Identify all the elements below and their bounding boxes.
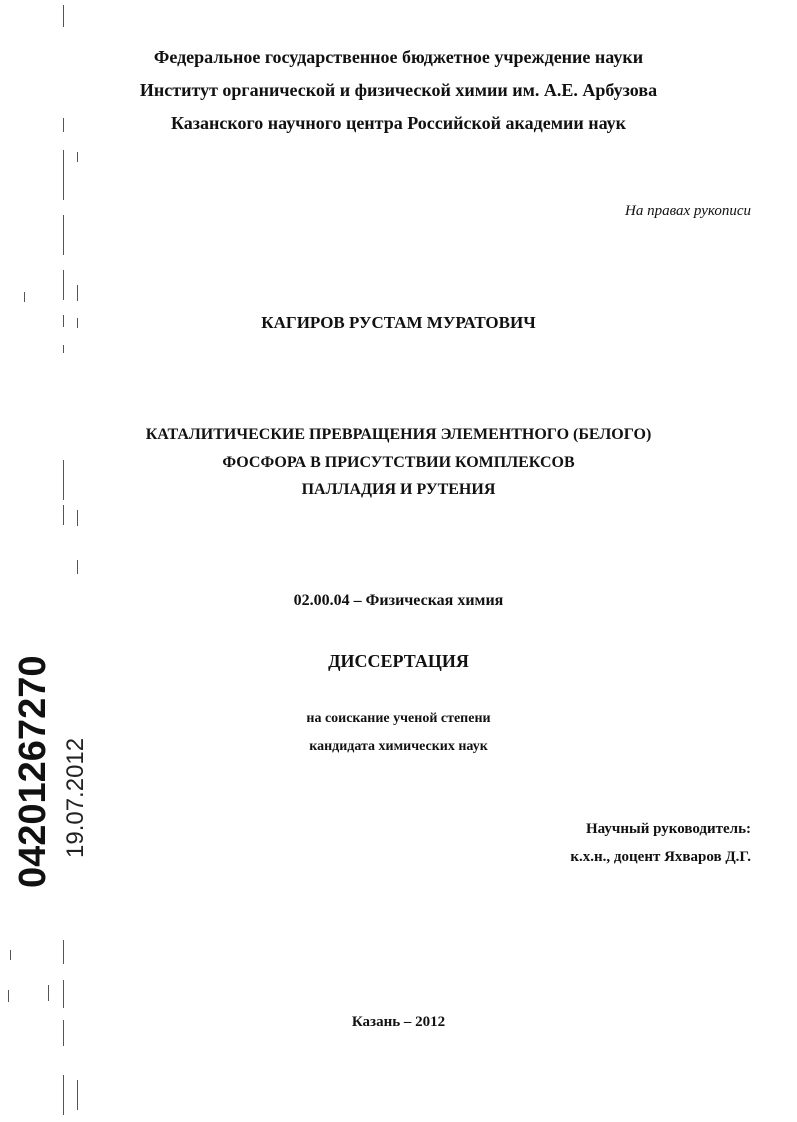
institution-line-3: Казанского научного центра Российской академии наук [170, 113, 627, 133]
author-name: КАГИРОВ РУСТАМ МУРАТОВИЧ [261, 313, 536, 332]
supervisor-label: Научный руководитель: [586, 821, 751, 837]
title-line-1: КАТАЛИТИЧЕСКИЕ ПРЕВРАЩЕНИЯ ЭЛЕМЕНТНОГО (БЕЛОГО) [145, 426, 652, 443]
accession-date-stamp: 19.07.2012 [62, 737, 89, 858]
institution-line-2: Институт органической и физической химии им. А.Е. Арбузова [139, 80, 658, 100]
manuscript-note: На правах рукописи [625, 203, 751, 219]
specialty: 02.00.04 – Физическая химия [293, 592, 504, 609]
title-line-2: ФОСФОРА В ПРИСУТСТВИИ КОМПЛЕКСОВ [222, 454, 575, 471]
document-type: ДИССЕРТАЦИЯ [328, 651, 469, 671]
city-year: Казань – 2012 [351, 1014, 446, 1030]
degree-line-1: на соискание ученой степени [306, 711, 491, 726]
supervisor-name: к.х.н., доцент Яхваров Д.Г. [570, 849, 751, 865]
degree-line-2: кандидата химических наук [309, 739, 488, 754]
institution-line-1: Федеральное государственное бюджетное учреждение науки [153, 47, 644, 67]
title-line-3: ПАЛЛАДИЯ И РУТЕНИЯ [301, 481, 496, 498]
accession-number-stamp: 04201267270 [12, 655, 54, 888]
